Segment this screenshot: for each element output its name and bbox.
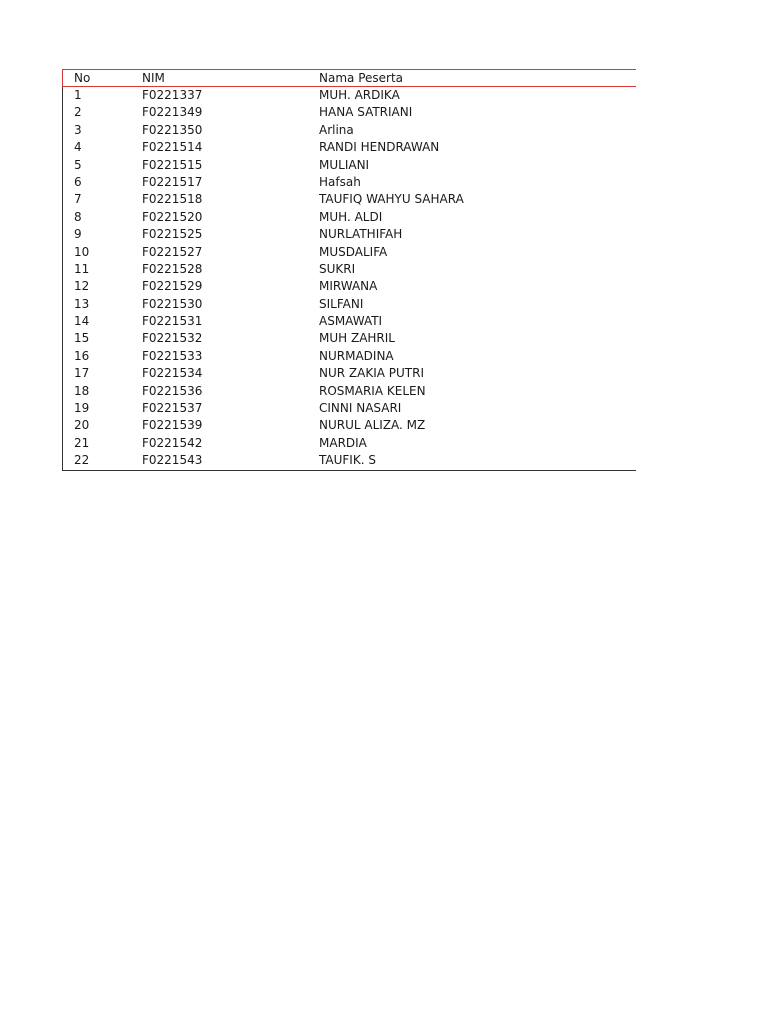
cell-nim: F0221532 xyxy=(142,331,203,346)
table-row xyxy=(63,435,636,452)
cell-name: Hafsah xyxy=(319,174,361,189)
cell-nim: F0221536 xyxy=(142,383,203,398)
cell-name: MARDIA xyxy=(319,435,367,450)
cell-nim: F0221531 xyxy=(142,314,203,329)
table-row xyxy=(63,330,636,347)
table-row xyxy=(63,104,636,121)
cell-no: 11 xyxy=(74,261,90,276)
cell-no: 17 xyxy=(74,366,90,381)
table-row xyxy=(63,296,636,313)
cell-nim: F0221350 xyxy=(142,122,203,137)
cell-nim: F0221515 xyxy=(142,157,203,172)
cell-nim: F0221542 xyxy=(142,435,203,450)
cell-nim: F0221527 xyxy=(142,244,203,259)
cell-name: NURLATHIFAH xyxy=(319,227,403,242)
cell-nim: F0221539 xyxy=(142,418,203,433)
cell-no: 12 xyxy=(74,279,90,294)
cell-name: MUSDALIFA xyxy=(319,244,388,259)
cell-no: 13 xyxy=(74,296,90,311)
table-row xyxy=(63,383,636,400)
cell-name: RANDI HENDRAWAN xyxy=(319,140,440,155)
table-row xyxy=(63,313,636,330)
cell-no: 4 xyxy=(74,140,82,155)
header-name: Nama Peserta xyxy=(319,71,404,85)
cell-name: NURUL ALIZA. MZ xyxy=(319,418,426,433)
cell-name: ASMAWATI xyxy=(319,314,383,329)
cell-name: MUH ZAHRIL xyxy=(319,331,395,346)
table-row xyxy=(63,122,636,139)
cell-no: 9 xyxy=(74,227,82,242)
cell-no: 8 xyxy=(74,209,82,224)
cell-nim: F0221528 xyxy=(142,261,203,276)
table-row xyxy=(63,348,636,365)
cell-name: MULIANI xyxy=(319,157,370,172)
cell-name: NUR ZAKIA PUTRI xyxy=(319,366,424,381)
cell-nim: F0221520 xyxy=(142,209,203,224)
cell-nim: F0221337 xyxy=(142,88,203,102)
cell-no: 6 xyxy=(74,174,82,189)
table-row xyxy=(63,417,636,434)
table-row xyxy=(63,174,636,191)
cell-name: SUKRI xyxy=(319,261,356,276)
table-row xyxy=(63,191,636,208)
cell-name: MUH. ARDIKA xyxy=(319,88,400,102)
cell-name: TAUFIK. S xyxy=(319,453,376,468)
cell-nim: F0221525 xyxy=(142,227,203,242)
cell-name: MIRWANA xyxy=(319,279,378,294)
cell-nim: F0221530 xyxy=(142,296,203,311)
cell-name: TAUFIQ WAHYU SAHARA xyxy=(319,192,464,207)
cell-name: CINNI NASARI xyxy=(319,401,402,416)
cell-nim: F0221534 xyxy=(142,366,203,381)
cell-name: Arlina xyxy=(319,122,354,137)
cell-nim: F0221533 xyxy=(142,348,203,363)
header-nim: NIM xyxy=(142,71,165,85)
header-no: No xyxy=(74,71,91,85)
cell-name: NURMADINA xyxy=(319,348,394,363)
cell-no: 5 xyxy=(74,157,82,172)
table-row xyxy=(63,452,636,469)
cell-no: 15 xyxy=(74,331,90,346)
cell-no: 14 xyxy=(74,314,90,329)
participant-table xyxy=(62,69,636,471)
cell-name: MUH. ALDI xyxy=(319,209,383,224)
cell-no: 22 xyxy=(74,453,90,468)
cell-no: 10 xyxy=(74,244,90,259)
cell-nim: F0221349 xyxy=(142,105,203,120)
table-row xyxy=(63,157,636,174)
table-row xyxy=(63,278,636,295)
cell-nim: F0221514 xyxy=(142,140,203,155)
cell-no: 21 xyxy=(74,435,90,450)
cell-name: ROSMARIA KELEN xyxy=(319,383,426,398)
cell-name: HANA SATRIANI xyxy=(319,105,413,120)
cell-no: 7 xyxy=(74,192,82,207)
table-row xyxy=(63,244,636,261)
cell-no: 2 xyxy=(74,105,82,120)
cell-no: 16 xyxy=(74,348,90,363)
cell-nim: F0221537 xyxy=(142,401,203,416)
cell-name: SILFANI xyxy=(319,296,364,311)
cell-no: 1 xyxy=(74,88,82,102)
cell-no: 3 xyxy=(74,122,82,137)
table-header-row xyxy=(62,69,636,87)
table-row xyxy=(63,261,636,278)
cell-no: 19 xyxy=(74,401,90,416)
cell-nim: F0221543 xyxy=(142,453,203,468)
table-row xyxy=(63,209,636,226)
table-row xyxy=(63,365,636,382)
table-row xyxy=(63,87,636,104)
cell-no: 20 xyxy=(74,418,90,433)
cell-nim: F0221518 xyxy=(142,192,203,207)
cell-nim: F0221517 xyxy=(142,174,203,189)
table-row xyxy=(63,400,636,417)
table-row xyxy=(63,139,636,156)
cell-nim: F0221529 xyxy=(142,279,203,294)
table-row xyxy=(63,226,636,243)
cell-no: 18 xyxy=(74,383,90,398)
table-body xyxy=(62,87,636,471)
